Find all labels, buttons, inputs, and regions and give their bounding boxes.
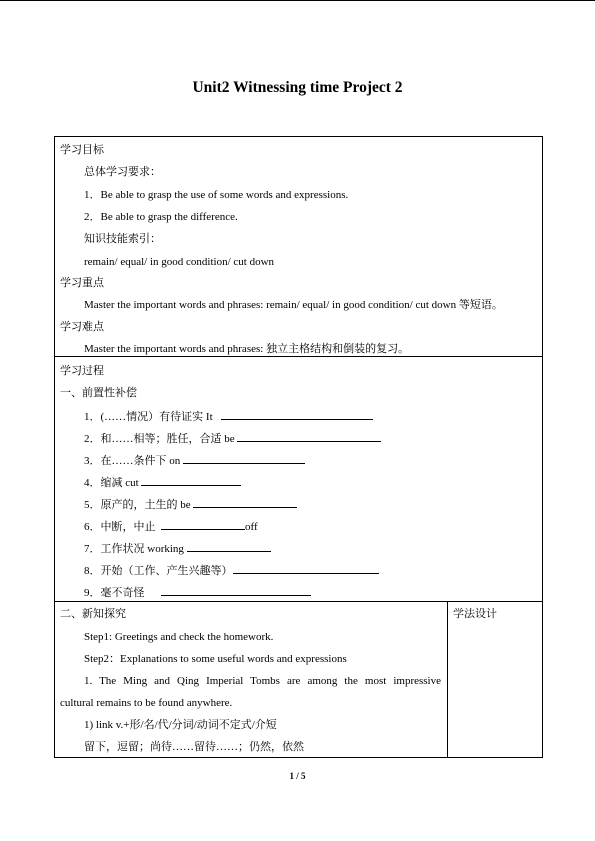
answer-blank[interactable]: [187, 540, 271, 552]
method-design-label: 学法设计: [453, 608, 497, 620]
table-divider-2: [54, 601, 543, 602]
difficulties-text: Master the important words and phrases: 独立主格结构和倒装的复习。: [84, 343, 410, 355]
answer-blank[interactable]: [141, 474, 241, 486]
section-label-process: 学习过程: [60, 365, 104, 377]
step-1-text: Step1: Greetings and check the homework.: [84, 631, 274, 643]
answer-blank[interactable]: [237, 430, 381, 442]
table-border-top: [54, 136, 543, 137]
table-border-bottom: [54, 757, 543, 758]
table-column-divider: [447, 601, 448, 758]
fill-blank-item: 2．和……相等；胜任，合适 be: [84, 430, 381, 446]
fill-blank-item: 9．毫不奇怪: [84, 584, 311, 600]
example-sentence-line-2: cultural remains to be found anywhere.: [60, 697, 233, 709]
section-label-difficulties: 学习难点: [60, 321, 104, 333]
fill-blank-item: 3．在……条件下 on: [84, 452, 305, 468]
word-meanings: 留下，逗留；尚待……留待……；仍然，依然: [84, 741, 304, 753]
goal-item-2: 2．Be able to grasp the difference.: [84, 211, 238, 223]
table-border-left: [54, 136, 55, 758]
section-label-goals: 学习目标: [60, 144, 104, 156]
table-divider-1: [54, 356, 543, 357]
answer-blank[interactable]: [161, 518, 245, 530]
overall-requirements-label: 总体学习要求：: [84, 166, 161, 178]
table-border-right: [542, 136, 543, 758]
skill-index-label: 知识技能索引：: [84, 233, 161, 245]
fill-blank-item: 8．开始（工作、产生兴趣等）: [84, 562, 379, 578]
answer-blank[interactable]: [161, 584, 311, 596]
new-knowledge-title: 二、新知探究: [60, 608, 126, 620]
link-verb-usage: 1) link v.+形/名/代/分词/动词不定式/介短: [84, 719, 277, 731]
section-label-key-points: 学习重点: [60, 277, 104, 289]
key-points-text: Master the important words and phrases: remain/ equal/ in good condition/ cut down 等短语。: [84, 299, 503, 311]
example-sentence-line-1: 1. The Ming and Qing Imperial Tombs are among the most impressive: [84, 675, 441, 687]
answer-blank[interactable]: [221, 408, 373, 420]
goal-item-1: 1．Be able to grasp the use of some words and expressions.: [84, 189, 349, 201]
fill-blank-item: 5．原产的，土生的 be: [84, 496, 297, 512]
page-number: 1 / 5: [289, 771, 306, 781]
preview-section-title: 一、前置性补偿: [60, 387, 137, 399]
skill-index-items: remain/ equal/ in good condition/ cut down: [84, 256, 275, 268]
page-top-rule: [0, 0, 595, 1]
fill-blank-item: 4．缩减 cut: [84, 474, 241, 490]
answer-blank[interactable]: [193, 496, 297, 508]
fill-blank-item: 6．中断，中止 off: [84, 518, 258, 534]
fill-blank-item: 1．(……情况）有待证实 It: [84, 408, 373, 424]
step-2-text: Step2：Explanations to some useful words and expressions: [84, 653, 347, 665]
answer-blank[interactable]: [183, 452, 305, 464]
fill-blank-item: 7．工作状况 working: [84, 540, 271, 556]
answer-blank[interactable]: [233, 562, 379, 574]
document-title: Unit2 Witnessing time Project 2: [192, 79, 403, 96]
